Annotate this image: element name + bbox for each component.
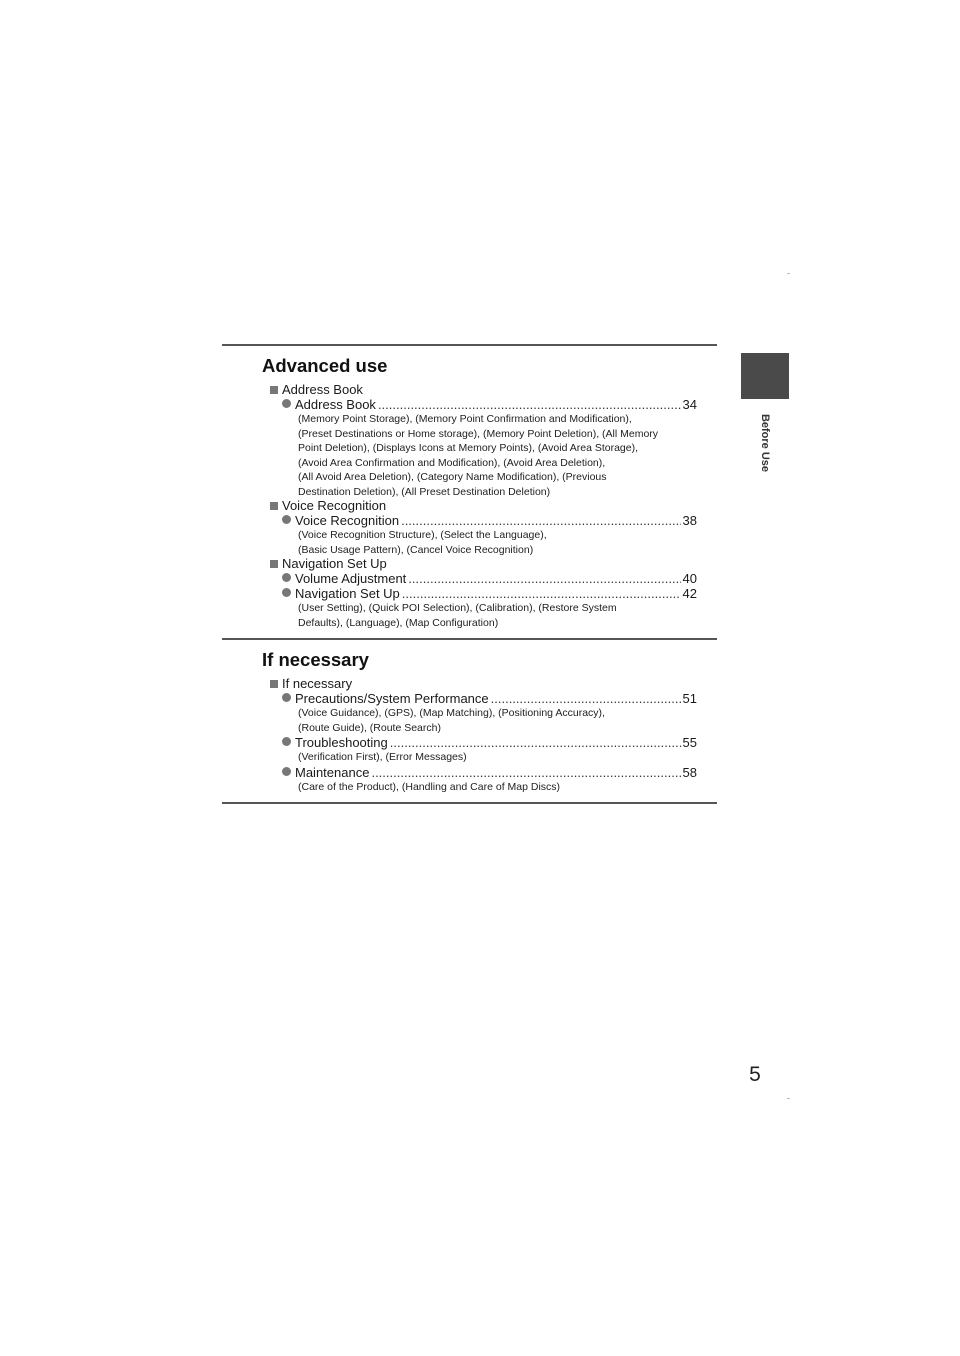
toc-entry-line[interactable] — [282, 586, 717, 601]
detail-line: (Preset Destinations or Home storage), (Memory Point Deletion), (All Memory — [298, 427, 659, 440]
toc-entry-line[interactable] — [282, 735, 717, 750]
circle-bullet-icon — [282, 588, 291, 597]
toc-page-ref[interactable]: 42 — [682, 586, 697, 601]
side-tab — [741, 353, 789, 399]
toc-entry-details — [298, 528, 717, 557]
toc-entry-title[interactable]: Volume Adjustment — [295, 571, 407, 586]
toc-entry-details — [298, 706, 717, 735]
table-of-contents — [222, 344, 717, 804]
toc-page-ref[interactable]: 51 — [682, 691, 697, 706]
detail-line: (Basic Usage Pattern), (Cancel Voice Recognition) — [298, 543, 534, 556]
toc-entry-title[interactable]: Voice Recognition — [295, 513, 400, 528]
group-heading — [270, 557, 717, 571]
detail-line: Point Deletion), (Displays Icons at Memory Points), (Avoid Area Storage), — [298, 442, 639, 454]
detail-line: (Voice Recognition Structure), (Select the Language), — [298, 529, 547, 541]
dot-leader — [491, 691, 681, 706]
toc-entry-title[interactable]: Precautions/System Performance — [295, 691, 489, 706]
toc-page-ref[interactable]: 55 — [682, 735, 697, 750]
toc-group — [270, 499, 717, 557]
toc-entry[interactable] — [282, 571, 717, 586]
detail-line: (All Avoid Area Deletion), (Category Name Modification), (Previous — [298, 471, 607, 483]
page-number: 5 — [749, 1063, 761, 1086]
group-heading-text: Voice Recognition — [282, 498, 387, 513]
toc-page-ref[interactable]: 34 — [682, 397, 697, 412]
circle-bullet-icon — [282, 399, 291, 408]
detail-line: Defaults), (Language), (Map Configuration) — [298, 616, 499, 629]
detail-line: (Route Guide), (Route Search) — [298, 721, 441, 734]
toc-entry-line[interactable] — [282, 691, 717, 706]
square-bullet-icon — [270, 560, 278, 568]
dot-leader — [378, 397, 681, 412]
toc-entry-title[interactable]: Address Book — [295, 397, 376, 412]
group-heading-text: Navigation Set Up — [282, 556, 387, 571]
crop-mark — [787, 273, 790, 274]
detail-line: (Avoid Area Confirmation and Modification), (Avoid Area Deletion), — [298, 456, 606, 469]
toc-group — [270, 383, 717, 499]
toc-entry-details — [298, 601, 717, 630]
toc-entry[interactable] — [282, 586, 717, 630]
toc-entry[interactable] — [282, 765, 717, 795]
circle-bullet-icon — [282, 693, 291, 702]
side-tab-label: Before Use — [759, 413, 772, 472]
toc-page-ref[interactable]: 40 — [682, 571, 697, 586]
toc-entry-details — [298, 750, 717, 765]
group-heading — [270, 383, 717, 397]
detail-line: Destination Deletion), (All Preset Destination Deletion) — [298, 485, 551, 498]
dot-leader — [401, 513, 680, 528]
toc-entry-line[interactable] — [282, 513, 717, 528]
toc-section — [222, 638, 717, 804]
dot-leader — [390, 735, 681, 750]
dot-leader — [408, 571, 680, 586]
circle-bullet-icon — [282, 737, 291, 746]
square-bullet-icon — [270, 680, 278, 688]
toc-group — [270, 677, 717, 794]
toc-page-ref[interactable]: 58 — [682, 764, 697, 780]
crop-mark — [787, 1098, 790, 1099]
square-bullet-icon — [270, 502, 278, 510]
group-heading — [270, 499, 717, 513]
toc-entry-line[interactable] — [282, 571, 717, 586]
toc-entry-title[interactable]: Troubleshooting — [295, 735, 388, 750]
dot-leader — [402, 586, 681, 601]
group-heading-text: If necessary — [282, 676, 353, 691]
square-bullet-icon — [270, 386, 278, 394]
dot-leader — [371, 765, 680, 780]
toc-entry-line[interactable] — [282, 765, 717, 780]
toc-page-ref[interactable]: 38 — [682, 513, 697, 528]
section-title: If necessary — [262, 649, 369, 670]
circle-bullet-icon — [282, 515, 291, 524]
detail-line: (User Setting), (Quick POI Selection), (Calibration), (Restore System — [298, 602, 617, 614]
detail-line: (Voice Guidance), (GPS), (Map Matching), (Positioning Accuracy), — [298, 707, 605, 719]
circle-bullet-icon — [282, 767, 291, 776]
toc-entry[interactable] — [282, 397, 717, 499]
toc-entry-details — [298, 780, 717, 795]
toc-entry-details — [298, 412, 717, 499]
circle-bullet-icon — [282, 573, 291, 582]
detail-line: (Memory Point Storage), (Memory Point Confirmation and Modification), — [298, 413, 632, 425]
toc-section — [222, 344, 717, 638]
section-title: Advanced use — [262, 355, 388, 376]
toc-entry-title[interactable]: Navigation Set Up — [295, 586, 400, 601]
group-heading — [270, 677, 717, 691]
toc-entry[interactable] — [282, 735, 717, 765]
toc-entry-title[interactable]: Maintenance — [295, 764, 370, 780]
toc-entry[interactable] — [282, 513, 717, 557]
toc-entry[interactable] — [282, 691, 717, 735]
group-heading-text: Address Book — [282, 382, 363, 397]
side-tab-label-box — [741, 405, 789, 480]
toc-group — [270, 557, 717, 630]
detail-line: (Verification First), (Error Messages) — [298, 751, 467, 763]
toc-entry-line[interactable] — [282, 397, 717, 412]
detail-line: (Care of the Product), (Handling and Care of Map Discs) — [298, 780, 561, 793]
